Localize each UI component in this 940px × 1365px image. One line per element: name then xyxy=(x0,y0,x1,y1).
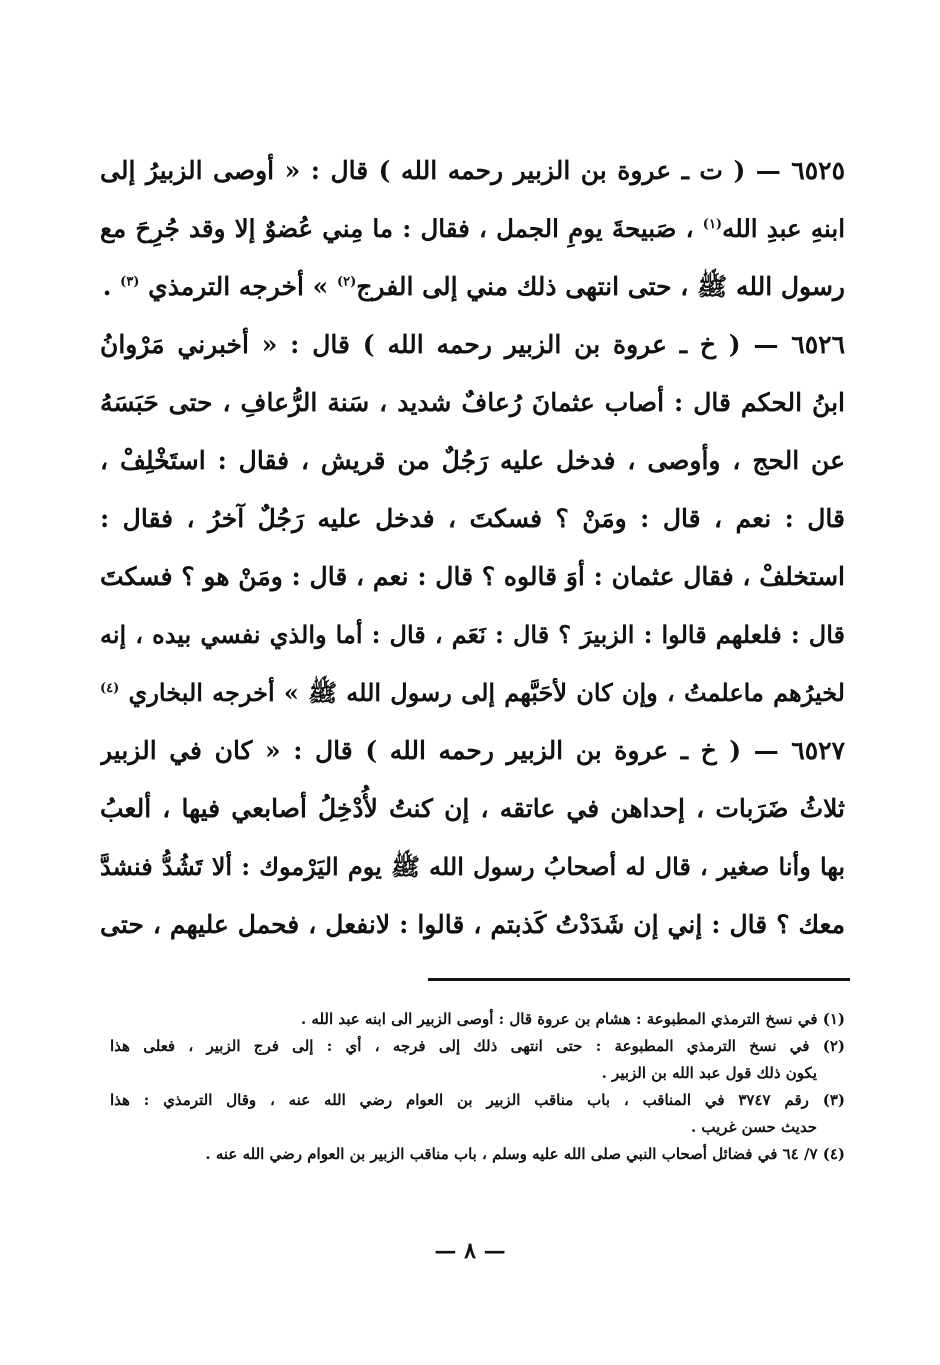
text-line xyxy=(100,664,845,722)
text-line xyxy=(100,490,845,548)
footnotes-block xyxy=(110,1006,845,1168)
hadith-6526-opening: ٦٥٢٦ — ( خ ـ عروة بن الزبير رحمه الله ) قال : « أخبرني مَرْوانُ xyxy=(100,330,845,359)
text-line xyxy=(100,722,845,780)
hadith-text-block xyxy=(100,142,845,954)
text-fragment: قال : نعم ، قال : ومَنْ ؟ فسكتَ ، فدخل عليه رَجُلٌ آخرُ ، فقال : xyxy=(100,504,845,533)
footnote-ref-2: (٢) xyxy=(336,274,357,290)
text-fragment: استخلفْ ، فقال عثمان : أوَ قالوه ؟ قال : نعم ، قال : ومَنْ هو ؟ فسكتَ xyxy=(100,562,845,591)
hadith-6527-opening: ٦٥٢٧ — ( خ ـ عروة بن الزبير رحمه الله ) قال : « كان في الزبير xyxy=(100,736,845,765)
footnote-ref-1: (١) xyxy=(702,216,723,232)
hadith-6525-opening: ٦٥٢٥ — ( ت ـ عروة بن الزبير رحمه الله ) قال : « أوصى الزبيرُ إلى xyxy=(100,156,845,185)
footnote-ref-4: (٤) xyxy=(100,681,120,696)
text-fragment: عن الحج ، وأوصى ، فدخل عليه رَجُلٌ من قريش ، فقال : استَخْلِفْ ، xyxy=(100,446,845,475)
text-line xyxy=(100,896,845,954)
text-fragment: لخيرُهم ماعلمتُ ، وإن كان لأحَبَّهم إلى رسول الله ﷺ » أخرجه البخاري xyxy=(128,678,845,707)
text-line xyxy=(100,200,845,258)
text-fragment: ابنُ الحكم قال : أصاب عثمانَ رُعافٌ شديد ، سَنة الرُّعافِ ، حتى حَبَسَهُ xyxy=(100,388,845,417)
footnote-3: (٣) رقم ٣٧٤٧ في المناقب ، باب مناقب الزبير بن العوام رضي الله عنه ، وقال الترمذي : هذا xyxy=(110,1091,845,1109)
text-line xyxy=(100,142,845,200)
text-fragment: معك ؟ قال : إني إن شَدَدْتُ كَذبتم ، قالوا : لانفعل ، فحمل عليهم ، حتى xyxy=(100,910,845,939)
text-fragment: . xyxy=(102,272,112,301)
text-line xyxy=(100,432,845,490)
footnote-ref-3: (٣) xyxy=(120,274,140,290)
text-line xyxy=(100,780,845,838)
text-line xyxy=(100,316,845,374)
text-line xyxy=(100,606,845,664)
footnote-divider xyxy=(428,978,850,981)
footnote-2: (٢) في نسخ الترمذي المطبوعة : حتى انتهى ذلك إلى فرجه ، أي : إلى فرج الزبير ، فعلى هذا xyxy=(110,1037,845,1055)
text-fragment: ، صَبيحةَ يومِ الجمل ، فقال : ما مِني عُضوٌ إلا وقد جُرِحَ مع xyxy=(100,214,694,243)
text-line xyxy=(100,258,845,316)
text-fragment: ثلاثُ ضَرَبات ، إحداهن في عاتقه ، إن كنتُ لأُدْخِلُ أصابعي فيها ، ألعبُ xyxy=(100,794,845,823)
footnote-1: (١) في نسخ الترمذي المطبوعة : هشام بن عروة قال : أوصى الزبير الى ابنه عبد الله . xyxy=(300,1010,845,1028)
footnote-2-continuation: يكون ذلك قول عبد الله بن الزبير . xyxy=(601,1064,817,1082)
footnote-4: (٤) ٧/ ٦٤ في فضائل أصحاب النبي صلى الله عليه وسلم ، باب مناقب الزبير بن العوام رضي الله عنه . xyxy=(205,1145,845,1163)
text-fragment: رسول الله ﷺ ، حتى انتهى ذلك مني إلى الفرج xyxy=(356,272,845,301)
text-fragment: » أخرجه الترمذي xyxy=(148,272,329,301)
text-fragment: بها وأنا صغير ، قال له أصحابُ رسول الله ﷺ يوم اليَرْموك : ألا تَشُدُّ فنشدَّ xyxy=(100,852,845,881)
page-number: — ٨ — xyxy=(434,1238,506,1264)
text-fragment: قال : فلعلهم قالوا : الزبيرَ ؟ قال : نَعَم ، قال : أما والذي نفسي بيده ، إنه xyxy=(100,620,845,649)
text-line xyxy=(100,374,845,432)
text-line xyxy=(100,548,845,606)
text-line xyxy=(100,838,845,896)
text-fragment: ابنهِ عبدِ الله xyxy=(722,214,845,243)
footnote-3-continuation: حديث حسن غريب . xyxy=(690,1118,817,1136)
